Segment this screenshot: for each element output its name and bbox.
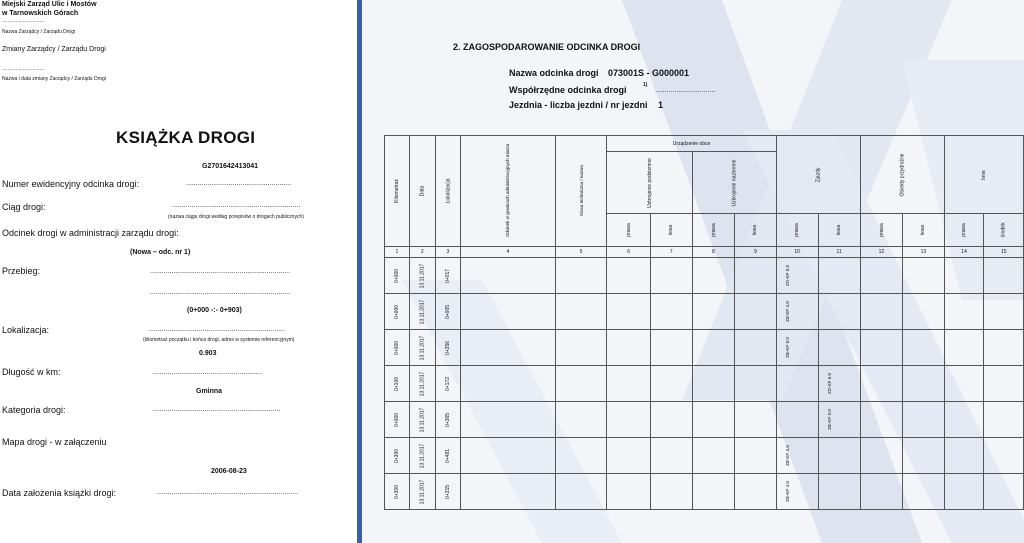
field-odcinek-label: Odcinek drogi w administracji zarządu drogi: [2,228,179,238]
cell-empty [650,258,692,294]
cell-empty [461,438,555,474]
head-side: lewa [650,214,692,247]
cell-empty [650,438,692,474]
cell-empty [650,366,692,402]
col-number: 15 [984,247,1024,258]
cell-empty [944,366,984,402]
cell-data [409,330,435,366]
cell-empty [692,366,734,402]
cell-z11 [818,438,860,474]
head-odcinek: Odcinek w granicach administracyjnych miasta [461,136,555,247]
cell-km [385,474,410,510]
cell-lok [435,402,461,438]
field-lokalizacja-caption: (kilometraż początku i końca drogi, adres w systemie referencyjnym) [143,337,295,343]
cell-empty [692,258,734,294]
cell-z10 [776,402,818,438]
field-lokalizacja-dots: ...................................................................... [148,326,285,333]
cell-km [385,402,410,438]
cell-empty [607,402,650,438]
col-number: 8 [692,247,734,258]
cell-km [385,294,410,330]
cell-empty [607,294,650,330]
cell-data [409,294,435,330]
cell-empty [607,366,650,402]
authority-name-line1: Miejski Zarząd Ulic i Mostów [2,1,97,8]
field-ciag-dots: .................................................................. [172,202,301,209]
head-inne: Inne [944,136,1023,214]
cell-empty [903,438,945,474]
cell-text: 0+000 [393,268,400,283]
cell-empty [903,330,945,366]
cell-empty [984,258,1024,294]
cell-data [409,366,435,402]
cell-text: 13.11.2017 [419,335,426,360]
col-number: 7 [650,247,692,258]
cell-text: 0+000 [393,412,400,427]
head-side: lewa [735,214,777,247]
cell-empty [692,474,734,510]
cell-empty [555,438,607,474]
segment-name-value: 073001S - G000001 [608,68,690,78]
cell-empty [461,258,555,294]
cell-empty [944,402,984,438]
cell-empty [735,474,777,510]
head-data: Data [409,136,435,247]
col-number: 9 [735,247,777,258]
cell-text: 13.11.2017 [419,479,426,504]
head-side: lewa [903,214,945,247]
table-row [385,330,1024,366]
col-number: 5 [555,247,607,258]
head-obiekty: Obiekty przydrożne [860,136,944,214]
cell-z10 [776,366,818,402]
field-numer-dots: ...................................................... [186,180,292,187]
cell-text: ZB-KP 4.0 [784,444,790,466]
table-row [385,402,1024,438]
cell-empty [860,258,902,294]
cell-lok [435,474,461,510]
field-przebieg-dots2: ........................................................................ [150,289,291,296]
cell-text: 0+256 [444,340,451,355]
head-side: prawa [944,214,984,247]
cell-empty [984,438,1024,474]
col-number: 10 [776,247,818,258]
cell-z11 [818,474,860,510]
field-numer-label: Numer ewidencyjny odcinka drogi: [2,179,140,189]
cell-text: ZB-KP 4.0 [784,480,790,502]
cell-text: 0+300 [393,448,400,463]
cell-data [409,402,435,438]
cell-text: 0+005 [444,304,451,319]
cell-km [385,366,410,402]
cell-text: 0+000 [393,304,400,319]
field-lokalizacja-label: Lokalizacja: [2,325,50,335]
cell-data [409,258,435,294]
cell-data [409,438,435,474]
cell-empty [944,330,984,366]
cell-empty [984,294,1024,330]
cell-empty [735,258,777,294]
cell-empty [984,366,1024,402]
head-klasa: Klasa techniczna / nazwa [555,136,607,247]
cell-empty [461,402,555,438]
cell-z11 [818,330,860,366]
cell-text: 0+481 [444,448,451,463]
cell-empty [903,402,945,438]
kategoria-value: Gminna [196,388,223,395]
book-title: KSIĄŻKA DROGI [116,128,256,147]
authority-dotline: ............................... [2,18,46,24]
authority-name-line2: w Tarnowskich Górach [2,10,79,17]
cell-empty [735,438,777,474]
col-number: 6 [607,247,650,258]
head-side: środek [984,214,1024,247]
cell-z11 [818,402,860,438]
cell-text: 13.11.2017 [419,263,426,288]
cell-empty [692,330,734,366]
head-side: prawa [607,214,650,247]
head-side: prawa [692,214,734,247]
cell-empty [735,402,777,438]
col-number: 4 [461,247,555,258]
changes-caption: Nazwa i data zmiany Zarządcy / Zarządu Drogi [2,76,106,82]
cell-empty [860,402,902,438]
cell-empty [944,258,984,294]
jezdnia-label: Jezdnia - liczba jezdni / nr jezdni [509,100,648,110]
cell-empty [984,402,1024,438]
dlugosc-value: 0.903 [199,350,217,357]
cell-empty [860,294,902,330]
head-side: prawa [860,214,902,247]
cell-text: 0+017 [444,268,451,283]
field-przebieg-dots1: ........................................................................ [150,268,291,275]
cell-empty [735,366,777,402]
col-number: 2 [409,247,435,258]
cell-empty [555,366,607,402]
cell-z10 [776,474,818,510]
cell-text: 0+365 [444,412,451,427]
head-podziemne: Uzbrojenie podziemne [607,152,692,214]
cell-lok [435,294,461,330]
cell-km [385,330,410,366]
authority-caption: Nazwa Zarządcy / Zarządu Drogi [2,29,76,35]
cell-text: ZD-KP 6.0 [784,264,790,286]
col-number: 12 [860,247,902,258]
cell-data [409,474,435,510]
field-kategoria-label: Kategoria drogi: [2,405,66,415]
table-body [385,258,1024,510]
cell-text: 0+315 [444,484,451,499]
cell-empty [860,438,902,474]
field-dlugosc-label: Długość w km: [2,367,61,377]
cell-lok [435,366,461,402]
head-naziemne: Uzbrojenie naziemne [692,152,776,214]
founding-date-value: 2006-08-23 [211,468,247,475]
cell-text: ZB-KP 4.0 [784,300,790,322]
cell-empty [555,330,607,366]
head-lokalizacja: Lokalizacja [435,136,461,247]
cell-z11 [818,366,860,402]
cell-text: 13.11.2017 [419,299,426,324]
cell-lok [435,330,461,366]
field-data-label: Data założenia książki drogi: [2,488,117,498]
record-id: G2701642413041 [202,163,259,170]
cell-lok [435,438,461,474]
coords-label: Współrzędne odcinka drogi [509,85,627,95]
cell-empty [555,294,607,330]
changes-dotline: ............................... [2,66,46,72]
cell-empty [944,474,984,510]
cell-empty [903,258,945,294]
cell-empty [692,438,734,474]
head-side: prawa [776,214,818,247]
cell-empty [692,402,734,438]
road-equipment-table [384,135,1024,510]
cell-empty [461,366,555,402]
cell-empty [903,294,945,330]
col-number: 3 [435,247,461,258]
segment-name-label: Nazwa odcinka drogi [509,68,599,78]
head-urzadzenie-obce: Urządzenie obce [607,136,776,152]
cell-text: 0+000 [393,340,400,355]
section-title: 2. ZAGOSPODAROWANIE ODCINKA DROGI [453,42,641,52]
cell-empty [984,474,1024,510]
cell-empty [650,330,692,366]
cell-empty [555,402,607,438]
cell-empty [944,294,984,330]
cell-empty [692,294,734,330]
cell-empty [903,366,945,402]
cell-z11 [818,294,860,330]
cell-text: 0+100 [393,376,400,391]
cell-text: 0+300 [393,484,400,499]
field-kategoria-dots: .................................................................. [152,406,281,413]
head-zjazdy: Zjazdy [776,136,860,214]
cell-z10 [776,294,818,330]
cell-text: 13.11.2017 [419,443,426,468]
col-number: 13 [903,247,945,258]
field-ciag-label: Ciąg drogi: [2,202,46,212]
cell-empty [650,402,692,438]
cell-z10 [776,258,818,294]
cell-empty [650,294,692,330]
cell-empty [461,474,555,510]
cell-lok [435,258,461,294]
jezdnia-value: 1 [658,100,664,110]
cell-empty [735,330,777,366]
cell-empty [607,474,650,510]
cell-empty [735,294,777,330]
table-row [385,438,1024,474]
cell-empty [650,474,692,510]
cell-z10 [776,330,818,366]
cell-z11 [818,258,860,294]
cell-empty [555,258,607,294]
cell-empty [860,330,902,366]
cell-text: 0+172 [444,376,451,391]
cell-empty [607,258,650,294]
cell-empty [555,474,607,510]
col-number: 1 [385,247,410,258]
table-row [385,366,1024,402]
left-page [0,0,357,543]
table-row [385,474,1024,510]
col-number: 14 [944,247,984,258]
cell-empty [903,474,945,510]
table-row [385,258,1024,294]
coords-dots: ............................... [655,87,716,94]
coords-footnote: 1) [643,82,648,88]
cell-empty [984,330,1024,366]
field-przebieg-label: Przebieg: [2,266,41,276]
field-data-dots: ......................................................................... [156,489,298,496]
cell-text: 13.11.2017 [419,407,426,432]
cell-text: ZD-KP 6.0 [826,372,832,394]
cell-empty [860,474,902,510]
changes-label: Zmiany Zarządcy / Zarządu Drogi [2,46,106,53]
cell-text: ZB-KP 6.0 [784,336,790,358]
cell-km [385,258,410,294]
cell-empty [607,330,650,366]
cell-empty [860,366,902,402]
cell-text: 13.11.2017 [419,371,426,396]
cell-empty [461,330,555,366]
odcinek-value: (Nowa – odc. nr 1) [130,249,191,256]
cell-z10 [776,438,818,474]
przebieg-value: (0+000 -:- 0+903) [187,307,242,314]
cell-text: ZB-KP 5.0 [826,408,832,430]
table-row [385,294,1024,330]
head-kilometraz: Kilometraż [385,136,410,247]
field-mapa-label: Mapa drogi - w załączeniu [2,437,107,447]
col-number: 11 [818,247,860,258]
head-side: lewa [818,214,860,247]
cell-km [385,438,410,474]
cell-empty [461,294,555,330]
field-dlugosc-dots: ......................................................... [152,369,263,376]
field-ciag-caption: (nazwa ciągu drogi według przepisów o drogach publicznych) [168,214,304,220]
cell-empty [944,438,984,474]
cell-empty [607,438,650,474]
